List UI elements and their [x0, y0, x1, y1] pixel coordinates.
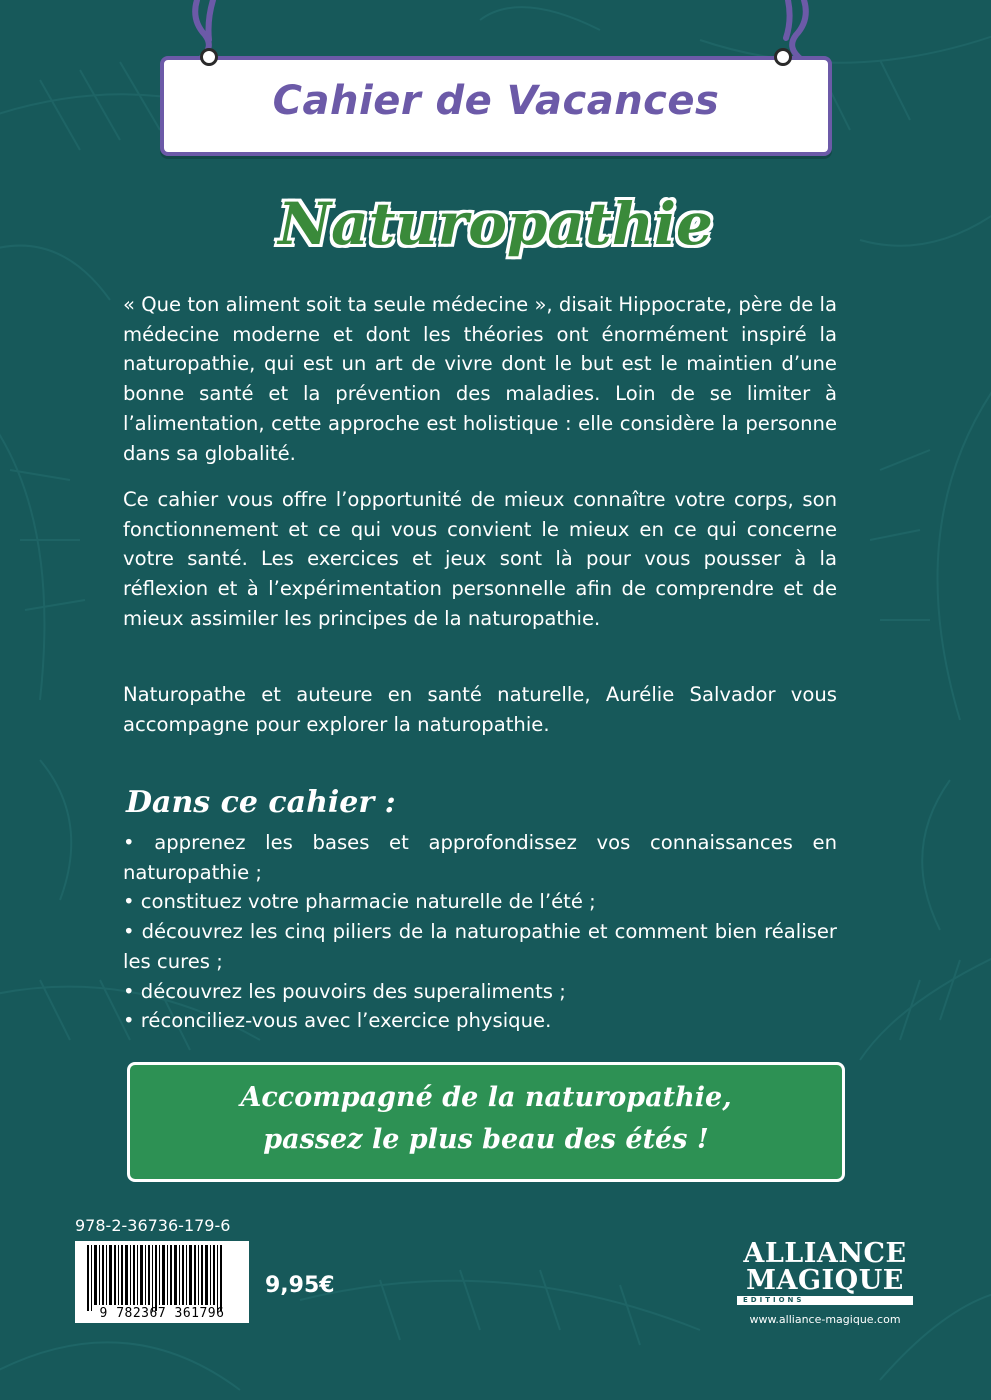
- tagline-line-2: passez le plus beau des étés !: [263, 1124, 709, 1155]
- intro-paragraph: « Que ton aliment soit ta seule médecine », disait Hippocrate, père de la médecine moderne et dont les théories ont énormément inspiré la naturopathie, qui est un art de vivre dont le but est le maintien d’une bonne santé et la prévention des maladies. Loin de se limiter à l’alimentation, cette approche est holistique : elle considère la personne dans sa globalité.: [123, 293, 837, 465]
- list-item: • découvrez les cinq piliers de la naturopathie et comment bien réaliser les cures ;: [123, 920, 837, 973]
- tagline-banner: [127, 1062, 845, 1182]
- author-paragraph: Naturopathe et auteure en santé naturelle, Aurélie Salvador vous accompagne pour explorer la naturopathie.: [123, 683, 837, 736]
- left-hook: [200, 48, 218, 66]
- right-hook: [774, 48, 792, 66]
- publisher-logo: [735, 1238, 915, 1308]
- isbn-text: 978-2-36736-179-6: [75, 1216, 231, 1235]
- list-item: • constituez votre pharmacie naturelle de l’été ;: [123, 890, 596, 914]
- price: 9,95€: [265, 1273, 335, 1298]
- publisher-url[interactable]: www.alliance-magique.com: [749, 1313, 901, 1326]
- publisher-name-line-2: MAGIQUE: [746, 1265, 904, 1296]
- publisher-editions-label: EDITIONS: [737, 1296, 913, 1305]
- book-subject-title: Naturopathie: [278, 190, 713, 258]
- description-paragraph: Ce cahier vous offre l’opportunité de mieux connaître votre corps, son fonctionnement et ce qui vous convient le mieux en ce qui concerne votre santé. Les exercices et jeux sont là pour vous pousser à la réflexion et à l’expérimentation personnelle afin de comprendre et de mieux assimiler les principes de la naturopathie.: [123, 488, 837, 630]
- contents-list: [123, 828, 837, 1036]
- list-item: • découvrez les pouvoirs des superaliments ;: [123, 979, 566, 1003]
- barcode-number: 9 782367 361796: [99, 1306, 225, 1321]
- contents-heading: Dans ce cahier :: [126, 785, 396, 820]
- list-item: • apprenez les bases et approfondissez vos connaissances en naturopathie ;: [123, 831, 837, 884]
- tagline-line-1: Accompagné de la naturopathie,: [240, 1082, 732, 1113]
- barcode: [75, 1241, 249, 1323]
- publisher-name-line-1: ALLIANCE: [743, 1238, 907, 1269]
- title-sign: [160, 56, 832, 156]
- list-item: • réconciliez-vous avec l’exercice physique.: [123, 1009, 552, 1033]
- series-title: Cahier de Vacances: [272, 78, 720, 124]
